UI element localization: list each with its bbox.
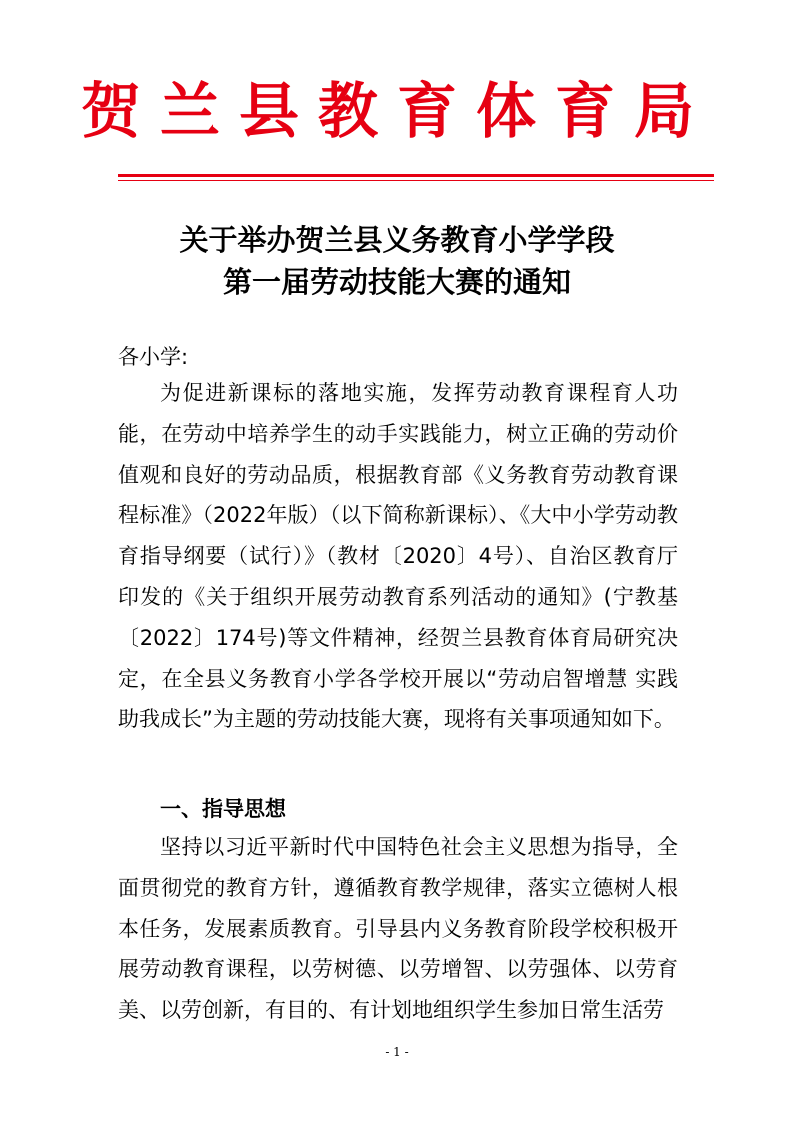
intro-paragraph: 为促进新课标的落地实施，发挥劳动教育课程育人功能，在劳动中培养学生的动手实践能力，树立正确的劳动价值观和良好的劳动品质，根据教育部《义务教育劳动教育课程标准》（2022年版）（以下简称新课标）、《大中小学劳动教育指导纲要（试行）》（教材〔2020〕4号）、自治区教育厅印发的《关于组织开展劳动教育系列活动的通知》(宁教基〔2022〕174号)等文件精神，经贺兰县教育体育局研究决定，在全县义务教育小学各学校开展以“劳动启智增慧 实践助我成长”为主题的劳动技能大赛，现将有关事项通知如下。: [118, 381, 678, 732]
section-heading-guiding-ideology: 一、指导思想: [160, 797, 286, 821]
document-title-line-1: 关于举办贺兰县义务教育小学学段: [179, 223, 615, 257]
salutation: 各小学:: [118, 345, 189, 369]
letterhead-org-name: 贺兰县教育体育局: [81, 77, 713, 147]
page-number: - 1 -: [385, 1045, 409, 1059]
document-title-line-2: 第一届劳动技能大赛的通知: [222, 265, 571, 299]
guiding-ideology-paragraph: 坚持以习近平新时代中国特色社会主义思想为指导，全面贯彻党的教育方针，遵循教育教学规律，落实立德树人根本任务，发展素质教育。引导县内义务教育阶段学校积极开展劳动教育课程，以劳树德、以劳增智、以劳强体、以劳育美、以劳创新，有目的、有计划地组织学生参加日常生活劳: [118, 835, 678, 1023]
letterhead-red-rule-thick: [118, 174, 714, 177]
letterhead-red-rule-thin: [118, 180, 714, 181]
